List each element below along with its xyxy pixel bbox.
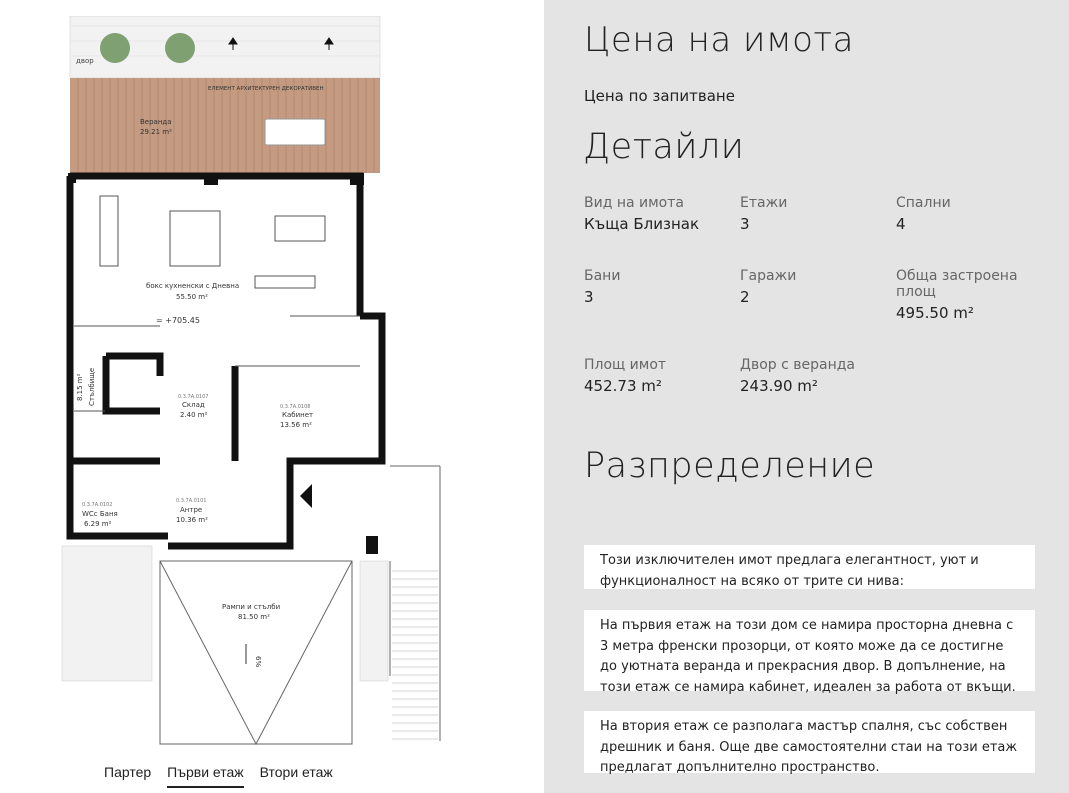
tree-icon (165, 33, 195, 63)
detail-value-plot-area: 452.73 m² (584, 377, 662, 395)
detail-label-garages: Гаражи (740, 268, 797, 284)
label-wc: WCс Баня (82, 510, 118, 518)
label-stair-area: 8.15 m² (76, 373, 84, 401)
label-living: бокс кухненски с Дневна (146, 282, 240, 290)
label-ramps: Рампи и стълби (222, 603, 281, 611)
dining-table (265, 119, 325, 145)
distribution-heading: Разпределение (584, 446, 876, 486)
label-stair: Стълбище (88, 367, 96, 406)
detail-label-built-area: Обща застроена площ (896, 268, 1018, 300)
detail-label-plot-area: Площ имот (584, 357, 667, 373)
tab-second-floor[interactable]: Втори етаж (259, 764, 333, 780)
label-wc-area: 6.29 m² (84, 520, 112, 528)
label-living-area: 55.50 m² (176, 293, 208, 301)
label-hall-code: 0.3.7А.0101 (176, 498, 207, 504)
details-heading: Детайли (583, 127, 745, 167)
floorplan-image (60, 16, 454, 746)
label-yard: двор (76, 57, 94, 65)
detail-label-baths: Бани (584, 268, 621, 284)
label-level: = +705.45 (156, 316, 200, 325)
floor-tabs (104, 764, 333, 788)
detail-value-garages: 2 (740, 288, 750, 306)
label-slope: 6% (254, 656, 262, 668)
label-office-area: 13.56 m² (280, 421, 312, 429)
label-veranda: Веранда (140, 118, 172, 126)
detail-value-built-area: 495.50 m² (896, 304, 974, 322)
label-veranda-area: 29.21 m² (140, 128, 172, 136)
label-storage-code: 0.3.7А.0107 (178, 394, 209, 400)
label-office-code: 0.3.7А.0108 (280, 404, 311, 410)
distribution-paragraph-3: На втория етаж се разполага мастър спалня, със собствен дрешник и баня. Още две самостоятелни стаи на този етаж предлагат допълнително пространство. (584, 711, 1035, 773)
detail-label-bedrooms: Спални (896, 195, 951, 211)
detail-label-type: Вид на имота (584, 195, 684, 211)
label-storage-area: 2.40 m² (180, 411, 208, 419)
detail-value-floors: 3 (740, 215, 750, 233)
price-heading: Цена на имота (584, 20, 854, 60)
label-storage: Склад (182, 401, 205, 409)
label-ramps-area: 81.50 m² (238, 613, 270, 621)
label-architectural: ЕЛЕМЕНТ АРХИТЕКТУРЕН ДЕКОРАТИВЕН (208, 86, 324, 92)
detail-value-baths: 3 (584, 288, 594, 306)
price-value: Цена по запитване (584, 87, 735, 105)
label-hall-area: 10.36 m² (176, 516, 208, 524)
detail-label-yard: Двор с веранда (740, 357, 855, 373)
tree-icon (100, 33, 130, 63)
distribution-paragraph-1: Този изключителен имот предлага елегантност, уют и функционалност на всяко от трите си нива: (584, 545, 1035, 589)
detail-value-type: Къща Близнак (584, 215, 699, 233)
label-hall: Антре (180, 506, 203, 514)
tab-ground-floor[interactable]: Партер (104, 764, 152, 780)
tab-first-floor[interactable]: Първи етаж (167, 764, 243, 788)
detail-label-floors: Етажи (740, 195, 788, 211)
distribution-paragraph-2: На първия етаж на този дом се намира просторна дневна с 3 метра френски прозорци, от която може да се достигне до уютната веранда и прекрасния двор. В допълнение, на този етаж се намира кабинет, идеален за работа от вкъщи. (584, 610, 1035, 691)
label-wc-code: 0.3.7А.0102 (82, 502, 113, 508)
detail-value-yard: 243.90 m² (740, 377, 818, 395)
detail-value-bedrooms: 4 (896, 215, 906, 233)
label-office: Кабинет (282, 411, 314, 419)
